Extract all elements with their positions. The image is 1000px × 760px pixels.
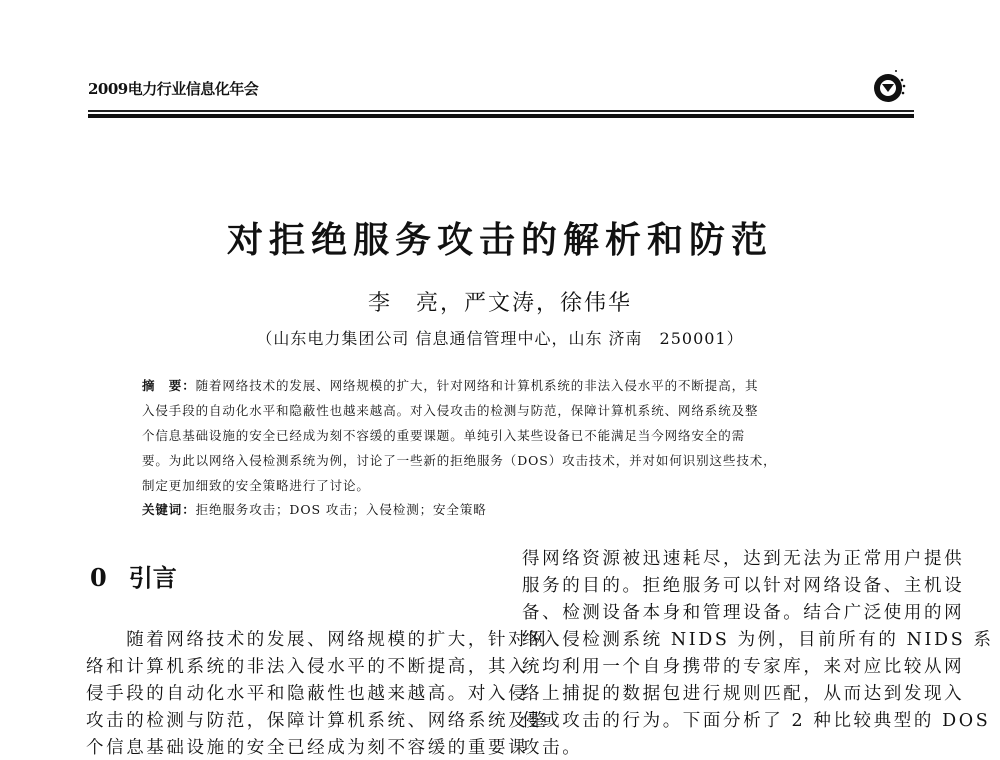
affiliation: （山东电力集团公司 信息通信管理中心，山东 济南 250001） <box>256 329 744 348</box>
abstract-line: 入侵手段的自动化水平和隐蔽性也越来越高。对入侵攻击的检测与防范，保障计算机系统、网络系统及整 <box>142 403 759 418</box>
abstract-label: 摘 要： <box>142 378 196 393</box>
body-line: 备、检测设备本身和管理设备。结合广泛使用的网 <box>522 603 965 623</box>
body-line: 攻击的检测与防范，保障计算机系统、网络系统及整 <box>86 711 549 731</box>
body-line: 服务的目的。拒绝服务可以针对网络设备、主机设 <box>522 576 965 596</box>
abstract-text: 随着网络技术的发展、网络规模的扩大，针对网络和计算机系统的非法入侵水平的不断提高，其 <box>195 378 759 393</box>
body-line: 络和计算机系统的非法入侵水平的不断提高，其入 <box>86 657 529 677</box>
paper-title: 对拒绝服务攻击的解析和防范 <box>226 219 773 261</box>
keywords <box>142 500 487 518</box>
authors: 李 亮，严文涛，徐伟华 <box>367 291 632 316</box>
keywords-label: 关键词： <box>142 502 196 517</box>
body-line: 攻击。 <box>522 738 583 758</box>
body-line: 侵或攻击的行为。下面分析了 2 种比较典型的 DOS <box>522 711 991 731</box>
abstract-line: 要。为此以网络入侵检测系统为例，讨论了一些新的拒绝服务（DOS）攻击技术，并对如何识别这些技术， <box>142 453 777 468</box>
body-line: 络入侵检测系统 NIDS 为例，目前所有的 NIDS 系 <box>522 630 994 650</box>
conference-emblem-logo <box>868 66 908 106</box>
body-line: 络上捕捉的数据包进行规则匹配，从而达到发现入 <box>522 684 965 704</box>
section-heading <box>90 558 199 593</box>
body-line: 侵手段的自动化水平和隐蔽性也越来越高。对入侵 <box>86 684 529 704</box>
abstract-line <box>142 376 758 394</box>
keywords-text: 拒绝服务攻击；DOS 攻击；入侵检测；安全策略 <box>195 502 487 517</box>
abstract-line: 制定更加细致的安全策略进行了讨论。 <box>142 478 370 493</box>
section-title: 引言 <box>128 563 177 592</box>
header-rule-thick <box>88 114 914 118</box>
body-line: 个信息基础设施的安全已经成为刻不容缓的重要课 <box>86 738 529 758</box>
body-line: 统均利用一个自身携带的专家库，来对应比较从网 <box>522 657 965 677</box>
body-line: 随着网络技术的发展、网络规模的扩大，针对网 <box>86 630 549 650</box>
section-number: 0 <box>90 563 107 592</box>
header-rule <box>88 110 914 112</box>
abstract-line: 个信息基础设施的安全已经成为刻不容缓的重要课题。单纯引入某些设备已不能满足当今网络安全的需 <box>142 428 746 443</box>
body-line: 得网络资源被迅速耗尽，达到无法为正常用户提供 <box>522 549 965 569</box>
running-header: 2009电力行业信息化年会 <box>88 80 259 98</box>
